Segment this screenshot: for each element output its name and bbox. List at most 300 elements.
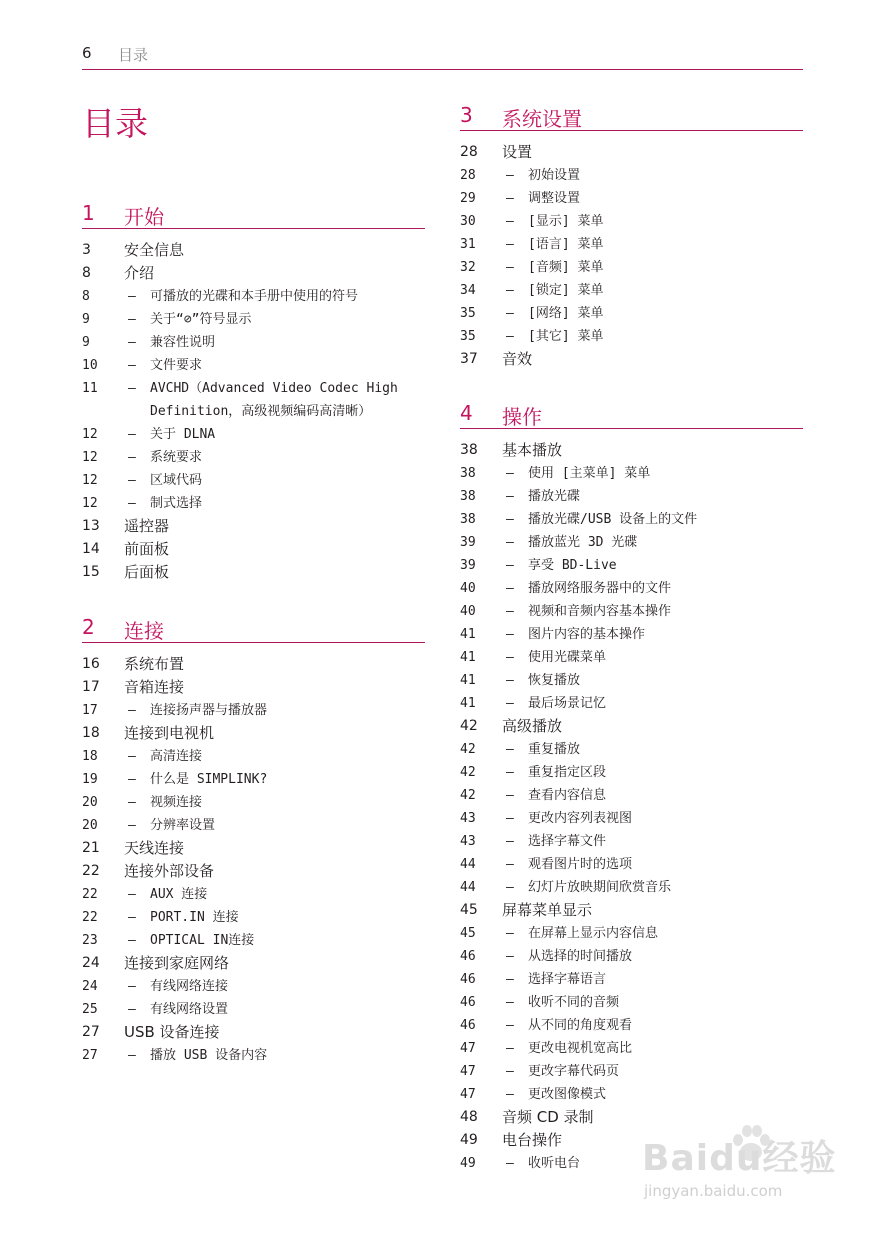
toc-entry-label: 关于 DLNA: [150, 427, 216, 442]
toc-entry-label: 电台操作: [502, 1131, 563, 1149]
toc-entry-page: 15: [82, 564, 100, 580]
toc-entry-text: [460, 784, 803, 807]
toc-entry-page: 41: [460, 650, 476, 665]
section-heading: [82, 201, 425, 229]
toc-entry-text: [82, 745, 425, 768]
toc-entry-text: [460, 876, 803, 899]
toc-entry: [82, 952, 425, 975]
toc-entry-label: 高级播放: [502, 717, 563, 735]
toc-entry-text: [460, 1060, 803, 1083]
toc-entry: [460, 348, 803, 371]
toc-entry-text: [460, 1037, 803, 1060]
toc-entry-label: 连接扬声器与播放器: [150, 703, 268, 718]
toc-entry-text: [460, 991, 803, 1014]
toc-entry: [82, 791, 425, 814]
toc-entry: [82, 308, 425, 331]
toc-entry-label: 在屏幕上显示内容信息: [528, 926, 659, 941]
toc-entry-label: 从选择的时间播放: [528, 949, 633, 964]
toc-entry-text: [82, 377, 425, 423]
toc-entry-text: [82, 791, 425, 814]
toc-entry-label: 恢复播放: [528, 673, 581, 688]
toc-entry-page: 41: [460, 673, 476, 688]
toc-entry-label: 什么是 SIMPLINK?: [150, 772, 268, 787]
watermark-text: Baidu经验: [642, 1138, 837, 1179]
toc-entry-label: [音频] 菜单: [528, 260, 604, 275]
toc-entry: [460, 554, 803, 577]
toc-entry-label: 重复指定区段: [528, 765, 607, 780]
toc-entry: [460, 600, 803, 623]
toc-entry-text: [460, 187, 803, 210]
toc-entry: [82, 423, 425, 446]
toc-entry: [460, 141, 803, 164]
toc-entry-label: 有线网络设置: [150, 1002, 229, 1017]
toc-entry-text: [460, 968, 803, 991]
toc-entry-text: [82, 814, 425, 837]
toc-entry: [82, 676, 425, 699]
toc-entry-text: [82, 262, 425, 285]
toc-entry: [460, 738, 803, 761]
toc-entry-label: 幻灯片放映期间欣赏音乐: [528, 880, 672, 895]
toc-entry-page: 16: [82, 656, 100, 672]
toc-entry: [460, 164, 803, 187]
toc-entry-page: 48: [460, 1109, 478, 1125]
toc-entry-label: 选择字幕语言: [528, 972, 607, 987]
toc-entry-label: 天线连接: [124, 839, 185, 857]
toc-entry: [82, 239, 425, 262]
toc-entry-label: 音效: [502, 350, 533, 368]
toc-entry-label: OPTICAL IN连接: [150, 933, 255, 948]
toc-entry-text: [460, 1083, 803, 1106]
toc-entry-page: 45: [460, 926, 476, 941]
toc-entry-text: [460, 600, 803, 623]
toc-entry-page: 19: [82, 772, 98, 787]
toc-entry-label: 播放网络服务器中的文件: [528, 581, 672, 596]
toc-entry-page: 22: [82, 887, 98, 902]
toc-entry-text: [460, 210, 803, 233]
toc-entry-text: [82, 929, 425, 952]
toc-entry-page: 41: [460, 627, 476, 642]
toc-entry-page: 9: [82, 312, 90, 327]
toc-entry-text: [82, 492, 425, 515]
toc-entry-page: 24: [82, 955, 100, 971]
toc-entry-text: [460, 715, 803, 738]
toc-entry-label: 遥控器: [124, 517, 170, 535]
toc-entry-page: 22: [82, 910, 98, 925]
toc-entry-label: 调整设置: [528, 191, 581, 206]
toc-entry-label: 文件要求: [150, 358, 203, 373]
toc-entry: [82, 975, 425, 998]
toc-entry-label: PORT.IN 连接: [150, 910, 239, 925]
page-number: 6: [82, 44, 92, 62]
toc-entry-label: 更改内容列表视图: [528, 811, 633, 826]
baidu-watermark: [634, 1120, 844, 1210]
toc-entry: [460, 876, 803, 899]
toc-entry-label: 连接到电视机: [124, 724, 215, 742]
toc-entry-page: 47: [460, 1064, 476, 1079]
toc-entry-text: [460, 508, 803, 531]
toc-entry-page: 23: [82, 933, 98, 948]
toc-entry-label: 观看图片时的选项: [528, 857, 633, 872]
toc-entry: [460, 1060, 803, 1083]
toc-entry-text: [82, 883, 425, 906]
section-number: 1: [82, 201, 95, 225]
toc-entry-text: [460, 302, 803, 325]
toc-entry-page: 37: [460, 351, 478, 367]
toc-entry-text: [82, 354, 425, 377]
toc-entry: [460, 807, 803, 830]
toc-entry-page: 29: [460, 191, 476, 206]
toc-entries: [82, 653, 425, 1067]
section-number: 3: [460, 103, 473, 127]
toc-entry: [82, 331, 425, 354]
toc-entry-text: [82, 1021, 425, 1044]
toc-entry-label: 图片内容的基本操作: [528, 627, 646, 642]
toc-entry-page: 24: [82, 979, 98, 994]
toc-entry: [82, 837, 425, 860]
toc-entry-page: 27: [82, 1048, 98, 1063]
toc-entry: [460, 991, 803, 1014]
toc-entry-label: [锁定] 菜单: [528, 283, 604, 298]
toc-entry: [460, 439, 803, 462]
toc-entry-text: [460, 256, 803, 279]
toc-entry-page: 38: [460, 442, 478, 458]
toc-entry: [460, 1083, 803, 1106]
toc-entry-label: 使用 [主菜单] 菜单: [528, 466, 651, 481]
toc-entry-page: 10: [82, 358, 98, 373]
toc-entry-text: [82, 308, 425, 331]
section-title: 系统设置: [502, 107, 582, 131]
toc-entry-page: 21: [82, 840, 100, 856]
toc-entry-text: [82, 768, 425, 791]
toc-entry-label-continued: Definition，高级视频编码高清晰）: [150, 404, 372, 419]
toc-entry-page: 12: [82, 473, 98, 488]
toc-entry-label: 音频 CD 录制: [502, 1108, 594, 1126]
toc-entry-text: [460, 1014, 803, 1037]
section-number: 4: [460, 401, 473, 425]
section-heading: [460, 103, 803, 131]
toc-entry-text: [82, 860, 425, 883]
toc-entry: [460, 922, 803, 945]
toc-entry-label: 安全信息: [124, 241, 185, 259]
toc-entry-text: [460, 554, 803, 577]
toc-entry-page: 42: [460, 788, 476, 803]
toc-entry-label: 兼容性说明: [150, 335, 216, 350]
section-title: 操作: [502, 405, 542, 429]
toc-entry-text: [460, 485, 803, 508]
toc-entry: [82, 262, 425, 285]
toc-entry-page: 43: [460, 834, 476, 849]
toc-entry: [82, 354, 425, 377]
toc-entry-page: 13: [82, 518, 100, 534]
toc-entry-label: 连接外部设备: [124, 862, 215, 880]
toc-entry: [82, 1044, 425, 1067]
toc-entry-label: 更改电视机宽高比: [528, 1041, 633, 1056]
toc-entry: [460, 784, 803, 807]
toc-entry-text: [460, 761, 803, 784]
toc-entry-text: [82, 676, 425, 699]
section-heading: [82, 615, 425, 643]
toc-entry: [82, 515, 425, 538]
toc-entry-label: 区域代码: [150, 473, 203, 488]
toc-entry-page: 18: [82, 725, 100, 741]
toc-entry-label: 高清连接: [150, 749, 203, 764]
toc-entry-page: 20: [82, 818, 98, 833]
toc-entry: [82, 699, 425, 722]
toc-entry-page: 38: [460, 489, 476, 504]
toc-entry-text: [82, 538, 425, 561]
toc-entry-text: [82, 446, 425, 469]
toc-entry-page: 44: [460, 880, 476, 895]
toc-entry: [82, 814, 425, 837]
toc-entry-page: 46: [460, 972, 476, 987]
toc-entry-text: [460, 807, 803, 830]
toc-entry-page: 25: [82, 1002, 98, 1017]
toc-entry-page: 12: [82, 427, 98, 442]
toc-entry-label: 音箱连接: [124, 678, 185, 696]
toc-entry: [460, 1014, 803, 1037]
toc-entry-page: 3: [82, 242, 91, 258]
toc-entry: [82, 906, 425, 929]
toc-entries: [82, 239, 425, 584]
toc-entry: [82, 561, 425, 584]
toc-entry-page: 45: [460, 902, 478, 918]
toc-entry-text: [82, 906, 425, 929]
toc-entry-page: 46: [460, 949, 476, 964]
toc-entry-page: 17: [82, 703, 98, 718]
toc-entry-label: 查看内容信息: [528, 788, 607, 803]
toc-entry-label: 初始设置: [528, 168, 581, 183]
toc-entry: [460, 715, 803, 738]
toc-entry-page: 49: [460, 1156, 476, 1171]
watermark-url: jingyan.baidu.com: [644, 1182, 783, 1200]
toc-entry: [82, 768, 425, 791]
toc-entry-text: [460, 738, 803, 761]
toc-entry-page: 42: [460, 718, 478, 734]
toc-entry-text: [82, 515, 425, 538]
toc-entry-label: [其它] 菜单: [528, 329, 604, 344]
toc-entry-text: [460, 623, 803, 646]
toc-entry: [460, 302, 803, 325]
toc-entry: [460, 623, 803, 646]
toc-entry-page: 22: [82, 863, 100, 879]
toc-entry-page: 30: [460, 214, 476, 229]
toc-entry-page: 28: [460, 144, 478, 160]
toc-entry-label: [语言] 菜单: [528, 237, 604, 252]
toc-entry-page: 8: [82, 289, 90, 304]
toc-entry-text: [460, 669, 803, 692]
toc-entry: [82, 492, 425, 515]
toc-entry-page: 20: [82, 795, 98, 810]
toc-entry-page: 38: [460, 512, 476, 527]
toc-entry-text: [460, 945, 803, 968]
toc-entry: [460, 669, 803, 692]
toc-entry-label: AVCHD（Advanced Video Codec High: [150, 381, 398, 396]
toc-entry-page: 42: [460, 765, 476, 780]
toc-entry-page: 31: [460, 237, 476, 252]
toc-entry-label: 播放光碟: [528, 489, 581, 504]
section-4: [460, 401, 803, 1175]
toc-entry: [460, 761, 803, 784]
toc-entry: [82, 722, 425, 745]
toc-entry-text: [82, 998, 425, 1021]
toc-entry-label: 更改字幕代码页: [528, 1064, 620, 1079]
toc-entry: [82, 446, 425, 469]
toc-entry-label: 基本播放: [502, 441, 563, 459]
section-heading: [460, 401, 803, 429]
toc-entry-page: 39: [460, 535, 476, 550]
toc-entry-page: 35: [460, 329, 476, 344]
toc-entry-label: 介绍: [124, 264, 155, 282]
toc-entry: [82, 1021, 425, 1044]
toc-entry-text: [460, 853, 803, 876]
toc-entry-text: [460, 830, 803, 853]
toc-entry-label: 选择字幕文件: [528, 834, 607, 849]
toc-entry-page: 17: [82, 679, 100, 695]
toc-entry: [82, 538, 425, 561]
toc-entry-text: [82, 1044, 425, 1067]
toc-entry-label: 视频和音频内容基本操作: [528, 604, 672, 619]
toc-entry-page: 41: [460, 696, 476, 711]
section-number: 2: [82, 615, 95, 639]
toc-entry-page: 46: [460, 1018, 476, 1033]
toc-entry: [460, 853, 803, 876]
toc-entry: [460, 485, 803, 508]
toc-entry-label: 播放 USB 设备内容: [150, 1048, 268, 1063]
toc-entry-text: [82, 722, 425, 745]
section-2: [82, 615, 425, 1067]
toc-entry: [460, 692, 803, 715]
toc-entry-text: [82, 952, 425, 975]
toc-entry: [82, 469, 425, 492]
page-title: 目录: [82, 104, 148, 143]
toc-entry-text: [460, 439, 803, 462]
toc-entry-label: 播放光碟/USB 设备上的文件: [528, 512, 698, 527]
toc-entry-page: 34: [460, 283, 476, 298]
toc-entry: [460, 256, 803, 279]
toc-entry: [82, 860, 425, 883]
toc-entry: [460, 899, 803, 922]
toc-entry-label: 收听电台: [528, 1156, 581, 1171]
toc-entry-page: 49: [460, 1132, 478, 1148]
toc-entry-text: [460, 899, 803, 922]
toc-entry-label: 关于“⊘”符号显示: [150, 312, 252, 327]
toc-entry-text: [82, 975, 425, 998]
toc-entry-label: 系统要求: [150, 450, 203, 465]
toc-entry: [460, 210, 803, 233]
toc-entry-label: 分辨率设置: [150, 818, 216, 833]
header-title: 目录: [118, 46, 149, 64]
toc-entry-text: [82, 699, 425, 722]
toc-entries: [460, 439, 803, 1175]
toc-entry-label: 设置: [502, 143, 533, 161]
toc-entry-label: 播放蓝光 3D 光碟: [528, 535, 638, 550]
toc-entry-page: 40: [460, 604, 476, 619]
toc-entry: [460, 462, 803, 485]
toc-entry-label: 有线网络连接: [150, 979, 229, 994]
toc-entry-text: [460, 692, 803, 715]
toc-entry: [82, 653, 425, 676]
toc-entry-page: 38: [460, 466, 476, 481]
toc-entry-label: [显示] 菜单: [528, 214, 604, 229]
toc-entry-text: [82, 653, 425, 676]
toc-entry-page: 47: [460, 1087, 476, 1102]
toc-entry-page: 47: [460, 1041, 476, 1056]
toc-entry-label: 系统布置: [124, 655, 185, 673]
toc-entry: [460, 508, 803, 531]
toc-entry-text: [460, 325, 803, 348]
toc-entry-page: 32: [460, 260, 476, 275]
toc-entry-label: 从不同的角度观看: [528, 1018, 633, 1033]
toc-entry-label: 后面板: [124, 563, 170, 581]
toc-entry-text: [82, 331, 425, 354]
toc-entry: [82, 998, 425, 1021]
toc-entry-text: [460, 348, 803, 371]
page-header: [82, 44, 803, 70]
toc-entry: [460, 1037, 803, 1060]
toc-entry-label: 连接到家庭网络: [124, 954, 230, 972]
toc-entry-page: 18: [82, 749, 98, 764]
section-3: [460, 103, 803, 371]
toc-entry-text: [460, 233, 803, 256]
toc-entry-label: AUX 连接: [150, 887, 208, 902]
toc-entry: [460, 531, 803, 554]
toc-entry-label: 更改图像模式: [528, 1087, 607, 1102]
toc-entry-label: 视频连接: [150, 795, 203, 810]
toc-entry-text: [82, 561, 425, 584]
toc-entry-text: [460, 646, 803, 669]
toc-entry-label: 制式选择: [150, 496, 203, 511]
toc-entry: [82, 929, 425, 952]
section-title: 开始: [124, 205, 164, 229]
toc-entry-label: [网络] 菜单: [528, 306, 604, 321]
toc-entry-page: 35: [460, 306, 476, 321]
toc-entry-text: [460, 141, 803, 164]
toc-entry-page: 39: [460, 558, 476, 573]
toc-entry-text: [82, 239, 425, 262]
toc-entry-text: [460, 531, 803, 554]
toc-entries: [460, 141, 803, 371]
toc-entry: [460, 646, 803, 669]
toc-entry-label: 可播放的光碟和本手册中使用的符号: [150, 289, 359, 304]
toc-entry-label: USB 设备连接: [124, 1023, 220, 1041]
toc-entry: [82, 883, 425, 906]
toc-entry: [460, 325, 803, 348]
toc-entry-page: 42: [460, 742, 476, 757]
toc-entry: [460, 830, 803, 853]
toc-entry: [82, 285, 425, 308]
toc-entry-text: [460, 922, 803, 945]
toc-entry-text: [82, 285, 425, 308]
toc-entry-page: 14: [82, 541, 100, 557]
toc-entry-text: [460, 279, 803, 302]
toc-entry-label: 重复播放: [528, 742, 581, 757]
toc-entry-label: 使用光碟菜单: [528, 650, 607, 665]
toc-entry-text: [460, 462, 803, 485]
toc-entry-label: 前面板: [124, 540, 170, 558]
toc-entry-text: [460, 164, 803, 187]
toc-entry: [460, 187, 803, 210]
toc-entry: [460, 945, 803, 968]
toc-entry-page: 9: [82, 335, 90, 350]
toc-entry-page: 40: [460, 581, 476, 596]
toc-entry-page: 12: [82, 450, 98, 465]
toc-entry: [460, 279, 803, 302]
toc-entry-page: 43: [460, 811, 476, 826]
toc-entry-page: 8: [82, 265, 91, 281]
toc-entry-page: 44: [460, 857, 476, 872]
section-title: 连接: [124, 619, 164, 643]
toc-entry-label: 收听不同的音频: [528, 995, 620, 1010]
